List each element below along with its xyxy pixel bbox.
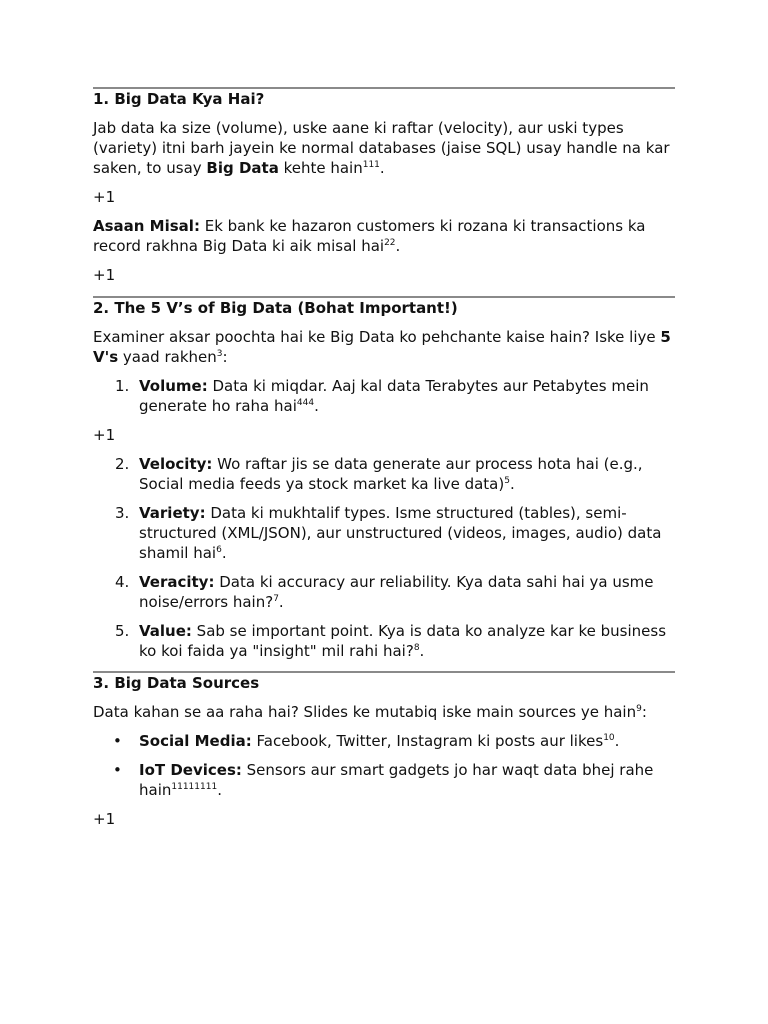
list-item: • IoT Devices: Sensors aur smart gadgets jo har waqt data bhej rahe hain$^{11111111}$.: [113, 761, 654, 799]
section-1-heading: 1. Big Data Kya Hai?: [93, 90, 265, 108]
list-item: 5. Value: Sab se important point. Kya is data ko analyze kar ke business ko koi faida ya "insight" mil rahi hai?$^8$.: [115, 622, 667, 660]
item-label: Veracity:: [139, 573, 215, 591]
five-vs-term: 5 V's: [93, 328, 671, 366]
item-label: IoT Devices:: [139, 761, 242, 779]
plus-one-marker: +1: [93, 188, 116, 206]
list-number: 5.: [115, 622, 130, 640]
footnote-ref: 444: [296, 398, 315, 408]
list-number: 1.: [115, 377, 130, 395]
plus-one-marker: +1: [93, 266, 116, 284]
list-number: 2.: [115, 455, 130, 473]
section-1-intro: Jab data ka size (volume), uske aane ki raftar (velocity), aur uski types (variety) itni barh jayein ke normal databases (jaise SQL) usay handle na kar saken, to usay Big Data kehte hain$^{111}$.: [93, 119, 670, 177]
footnote-ref: 7: [273, 594, 279, 604]
footnote-ref: 9: [636, 704, 642, 714]
five-vs-list: [93, 376, 675, 416]
section-3-intro: Data kahan se aa raha hai? Slides ke mutabiq iske main sources ye hain$^9$:: [93, 703, 647, 721]
item-label: Volume:: [139, 377, 208, 395]
list-item: 3. Variety: Data ki mukhtalif types. Isme structured (tables), semi-structured (XML/JSON), aur unstructured (videos, images, audio) data shamil hai$^6$.: [115, 504, 662, 562]
example-label: Asaan Misal:: [93, 217, 200, 235]
sources-list: [93, 731, 675, 800]
section-3-heading: 3. Big Data Sources: [93, 674, 260, 692]
footnote-ref: 11111111: [171, 782, 218, 792]
five-vs-list-continued: [93, 454, 675, 661]
footnote-ref: 5: [504, 476, 510, 486]
item-label: Variety:: [139, 504, 206, 522]
item-label: Social Media:: [139, 732, 252, 750]
list-item: • Social Media: Facebook, Twitter, Instagram ki posts aur likes$^{10}$.: [113, 732, 620, 750]
section-2-heading: 2. The 5 V’s of Big Data (Bohat Important!): [93, 299, 458, 317]
list-item: 2. Velocity: Wo raftar jis se data generate aur process hota hai (e.g., Social media feeds ya stock market ka live data)$^5$.: [115, 455, 643, 493]
list-item: 1. Volume: Data ki miqdar. Aaj kal data Terabytes aur Petabytes mein generate ho raha hai$^{444}$.: [115, 377, 649, 415]
footnote-ref: 10: [603, 733, 615, 743]
footnote-ref: 3: [216, 349, 223, 359]
item-label: Velocity:: [139, 455, 213, 473]
bullet-icon: •: [113, 732, 122, 750]
item-label: Value:: [139, 622, 192, 640]
footnote-ref: 22: [384, 238, 396, 248]
footnote-ref: 8: [413, 643, 420, 653]
plus-one-marker: +1: [93, 426, 116, 444]
list-number: 3.: [115, 504, 130, 522]
plus-one-marker: +1: [93, 810, 116, 828]
section-1-example: Asaan Misal: Ek bank ke hazaron customers ki rozana ki transactions ka record rakhna Big Data ki aik misal hai$^{22}$.: [93, 217, 646, 255]
list-number: 4.: [115, 573, 130, 591]
list-item: 4. Veracity: Data ki accuracy aur reliability. Kya data sahi hai ya usme noise/errors hain?$^7$.: [115, 573, 654, 611]
document-page: [93, 87, 675, 829]
big-data-term: Big Data: [206, 159, 279, 177]
section-2-intro: Examiner aksar poochta hai ke Big Data ko pehchante kaise hain? Iske liye 5 V's yaad rakhen$^3$:: [93, 328, 671, 366]
footnote-ref: 6: [216, 545, 222, 555]
footnote-ref: 111: [362, 160, 380, 170]
bullet-icon: •: [113, 761, 122, 779]
